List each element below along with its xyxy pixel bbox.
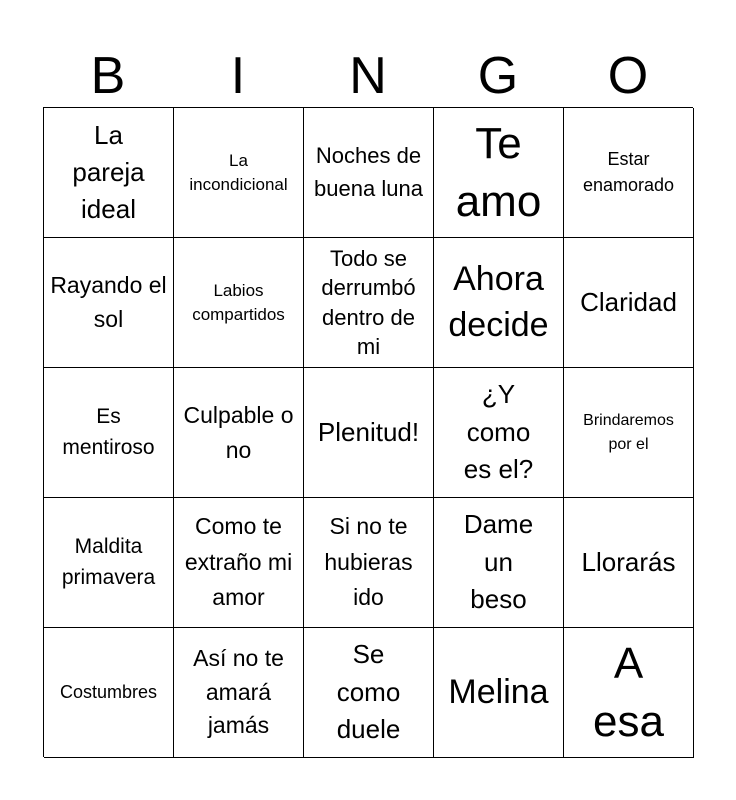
cell-text: Maldita primavera — [61, 535, 156, 589]
cell-text: Se como duele — [336, 638, 401, 745]
bingo-cell[interactable] — [44, 628, 174, 758]
cell-text: Como te extraño mi amor — [184, 513, 293, 611]
bingo-cell[interactable] — [434, 238, 564, 368]
cell-text: Rayando el sol — [50, 272, 167, 332]
bingo-cell[interactable] — [434, 498, 564, 628]
cell-text: Así no te amará jamás — [193, 645, 284, 739]
bingo-cell[interactable] — [434, 108, 564, 238]
bingo-header — [43, 46, 693, 106]
bingo-cell[interactable] — [434, 628, 564, 758]
cell-text: La incondicional — [189, 150, 288, 194]
bingo-cell[interactable] — [44, 368, 174, 498]
bingo-cell[interactable] — [44, 498, 174, 628]
cell-text: Labios compartidos — [192, 280, 285, 324]
bingo-cell[interactable] — [564, 628, 694, 758]
cell-text: Ahora decide — [448, 259, 549, 344]
header-letter-i: I — [230, 47, 246, 105]
cell-text: ¿Y como es el? — [463, 378, 534, 485]
cell-text: Es mentiroso — [62, 405, 155, 459]
header-letter-o: O — [607, 47, 649, 105]
cell-text: Melina — [448, 673, 549, 712]
cell-text: Costumbres — [59, 681, 158, 702]
bingo-cell[interactable] — [304, 108, 434, 238]
cell-text: Culpable o no — [183, 401, 294, 463]
bingo-cell[interactable] — [44, 238, 174, 368]
bingo-cell[interactable] — [304, 628, 434, 758]
bingo-cell[interactable] — [434, 368, 564, 498]
bingo-cell[interactable] — [564, 368, 694, 498]
bingo-cell[interactable] — [44, 108, 174, 238]
cell-text: Brindaremos por el — [583, 412, 674, 453]
cell-text: La pareja ideal — [72, 120, 145, 224]
cell-text: Todo se derrumbó dentro de mi — [321, 246, 416, 359]
cell-text: Plenitud! — [317, 417, 420, 448]
bingo-cell[interactable] — [174, 628, 304, 758]
header-letter-g: G — [477, 47, 519, 105]
bingo-cell[interactable] — [174, 368, 304, 498]
cell-text: Estar enamorado — [582, 149, 675, 195]
bingo-cell[interactable] — [564, 108, 694, 238]
cell-text: Claridad — [580, 287, 677, 318]
bingo-cell[interactable] — [564, 238, 694, 368]
bingo-cell[interactable] — [304, 368, 434, 498]
bingo-board — [43, 107, 693, 757]
cell-text: Llorarás — [581, 547, 676, 578]
cell-text: A esa — [593, 639, 664, 746]
header-letter-n: N — [349, 47, 387, 105]
bingo-cell[interactable] — [304, 498, 434, 628]
bingo-cell[interactable] — [174, 108, 304, 238]
cell-text: Noches de buena luna — [314, 142, 423, 201]
bingo-cell[interactable] — [174, 238, 304, 368]
cell-text: Te amo — [455, 119, 542, 226]
bingo-cell[interactable] — [174, 498, 304, 628]
cell-text: Si no te hubieras ido — [324, 513, 413, 611]
bingo-cell[interactable] — [564, 498, 694, 628]
bingo-cell[interactable] — [304, 238, 434, 368]
cell-text: Dame un beso — [463, 508, 534, 615]
header-letter-b: B — [90, 47, 126, 105]
